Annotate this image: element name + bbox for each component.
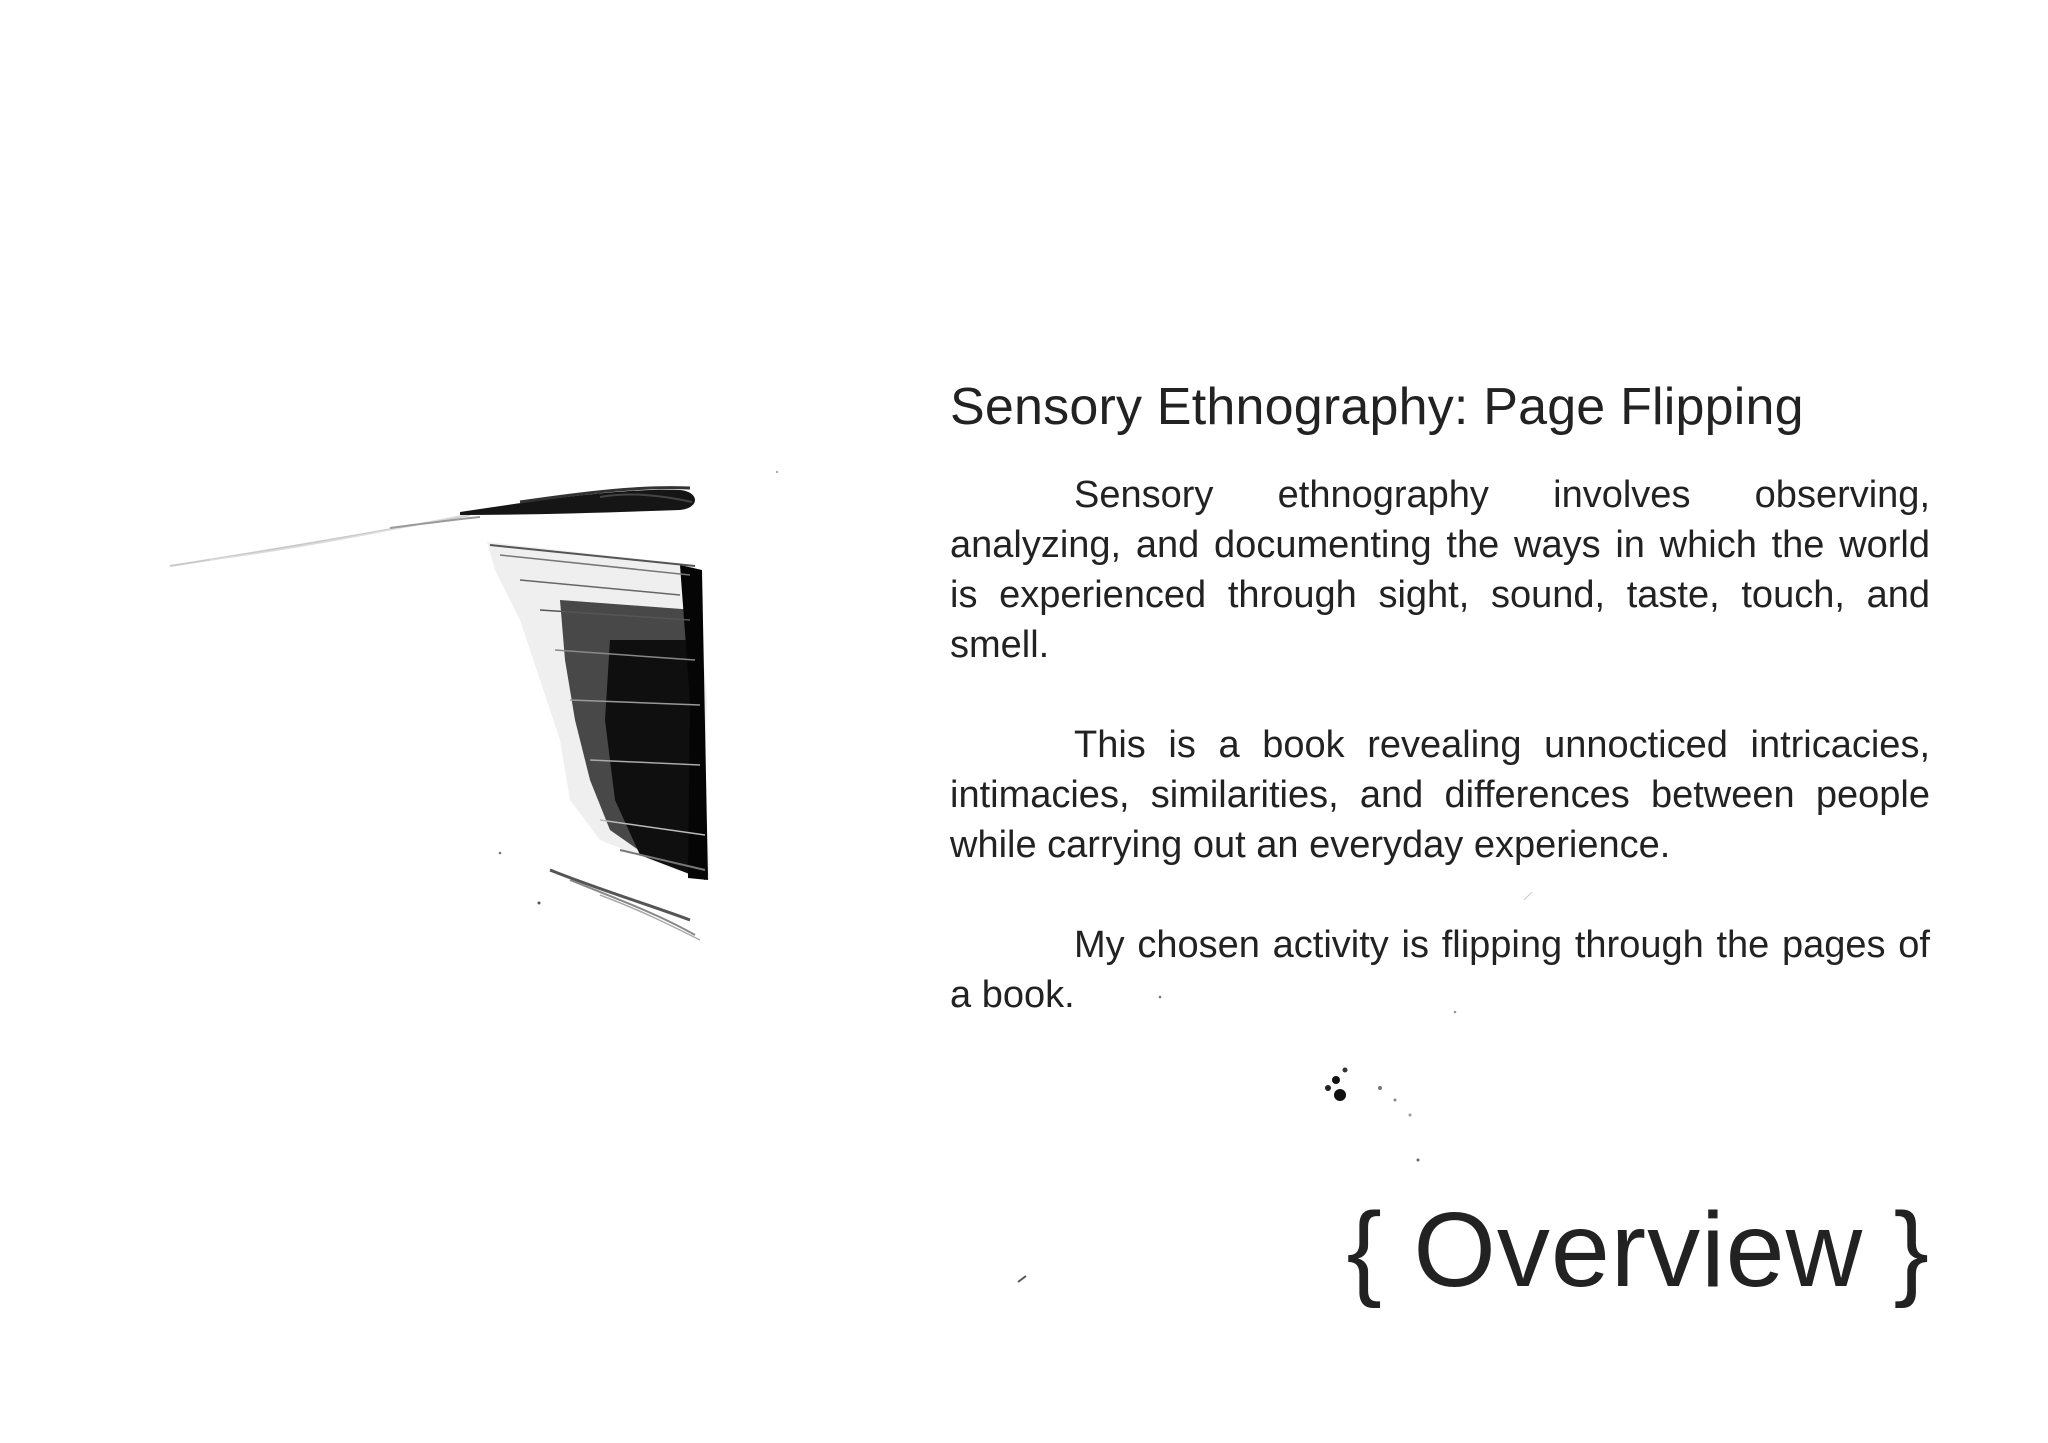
section-label-overview: { Overview } [1346,1191,1930,1309]
overview-text-column [950,372,1930,1070]
paragraph-definition: Sensory ethnography involves observing, analyzing, and documenting the ways in which the world is experienced through sight, sound, taste, touch, and smell. [950,474,1930,666]
paragraph-chosen-activity: My chosen activity is flipping through the pages of a book. [950,924,1930,1016]
paragraph-book-purpose: This is a book revealing unnocticed intricacies, intimacies, similarities, and differences between people while carrying out an everyday experience. [950,724,1930,866]
page-title: Sensory Ethnography: Page Flipping [950,378,1804,436]
bottom-brush-stroke [550,870,700,940]
top-brush-stroke [170,488,695,566]
page-block-brush-stroke [487,542,710,880]
